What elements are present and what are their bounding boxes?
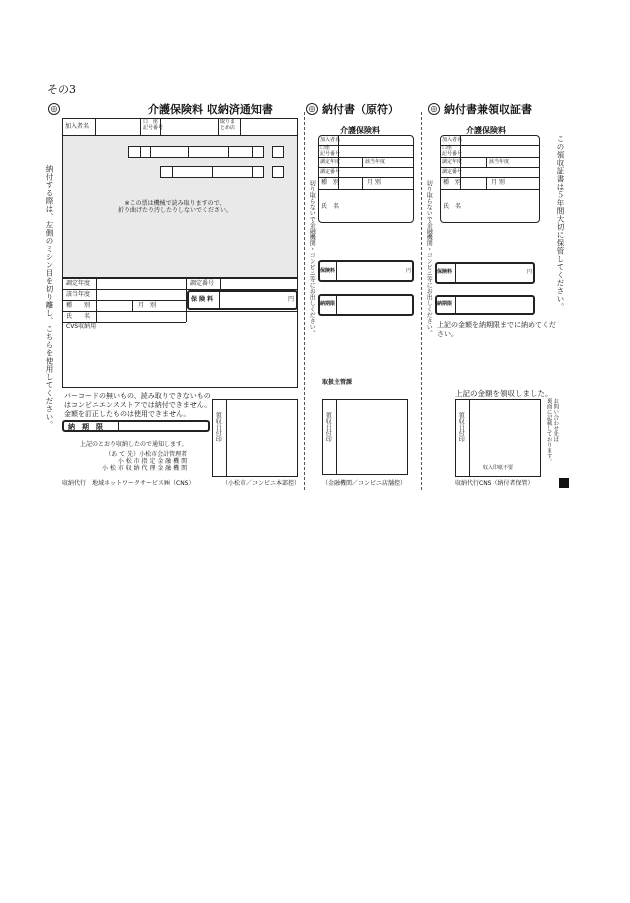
receipt-decision-no: 調定番号 xyxy=(442,169,463,175)
receipt-pay-note: 上記の金額を納期限までに納めてください。 xyxy=(437,321,556,338)
payment-sub: 介護保険料 xyxy=(340,126,380,135)
stamp-icon-2: ◎ xyxy=(306,103,318,115)
receipt-title: 納付書兼領収証書 xyxy=(444,103,532,116)
barcode-note: バーコードの無いもの、読み取りできないもの はコンビニエンスストアでは納付できません。 金額を訂正したものは使用できません。 xyxy=(64,392,212,418)
notice-stamp-label: 領収日付印 xyxy=(214,412,222,442)
notice-account-label: 口 座 記号番号 xyxy=(143,119,164,131)
received-text: 上記のとおり収納したので通知します。 xyxy=(80,441,188,448)
receipt-no-stamp: 収入印紙不要 xyxy=(483,465,514,471)
notice-applicable-year: 該当年度 xyxy=(66,291,91,298)
receipt-name: 氏 名 xyxy=(443,203,462,210)
receipt-cut-text: 切り取らないで金融機関・コンビニ等にお出しください。 xyxy=(425,180,433,336)
payment-yen: 円 xyxy=(406,268,412,274)
receipt-subscriber: 加入者名 xyxy=(442,137,463,143)
payment-cut-text: 切り取らないで金融機関・コンビニ等にお出しください。 xyxy=(308,180,316,336)
page-label: その3 xyxy=(47,83,76,96)
machine-read-note: ※この票は機械で読み取りますので、 折り曲げたり汚したりしないでください。 xyxy=(118,200,233,214)
receipt-yen: 円 xyxy=(527,269,533,275)
payment-applicable-year: 該当年度 xyxy=(365,159,386,165)
payment-month: 月 別 xyxy=(367,179,381,186)
payment-stamp-area xyxy=(322,399,408,475)
payment-deadline: 納期限 xyxy=(320,301,336,307)
notice-premium-label: 保 険 料 xyxy=(191,296,214,303)
receipt-inquiry: お問い合わせ先は 裏面に記載しております。 xyxy=(545,398,559,464)
payment-stamp-label: 領収日付印 xyxy=(324,412,332,442)
corner-marker xyxy=(559,478,569,488)
payment-type: 種 別 xyxy=(321,179,340,186)
notice-handling-label: 取りま とめ店 xyxy=(220,119,236,131)
notice-stamp-area xyxy=(212,399,298,477)
notice-gray-panel xyxy=(62,118,298,278)
ocr-field-2 xyxy=(272,146,284,158)
receipt-month: 月 別 xyxy=(491,179,505,186)
receipt-account: 口座 記号番号 xyxy=(442,145,463,157)
payment-decided-year: 調定年度 xyxy=(320,159,341,165)
payment-name: 氏 名 xyxy=(321,203,340,210)
payment-account: 口座 記号番号 xyxy=(320,145,341,157)
stamp-icon-3: ◎ xyxy=(428,103,440,115)
payment-handler: 取扱主管課 xyxy=(322,379,353,386)
notice-title: 介護保険料 収納済通知書 xyxy=(148,103,273,116)
receipt-stamp-label: 領収日付印 xyxy=(457,412,465,442)
notice-cvs: CVS収納用 xyxy=(66,323,97,330)
receipt-sub: 介護保険料 xyxy=(466,126,506,135)
addressee: （あ て 先）小松市会計管理者 小 松 市 指 定 金 融 機 関 小 松 市 収 納 代 理 金 融 機 関 xyxy=(102,451,188,472)
notice-type: 種 別 xyxy=(66,302,91,309)
payment-premium: 保険料 xyxy=(320,268,336,274)
notice-footer-right: （小松市／コンビニ本部控） xyxy=(222,480,301,487)
receipt-footer: 収納代行CNS（納付者保管） xyxy=(455,480,534,487)
ocr-field-1 xyxy=(128,146,264,158)
receipt-applicable-year: 該当年度 xyxy=(489,159,510,165)
payment-title: 納付書（原符） xyxy=(322,103,399,116)
receipt-type: 種 別 xyxy=(443,179,462,186)
notice-subscriber-label: 加入者名 xyxy=(65,123,90,130)
ocr-field-4 xyxy=(272,166,284,178)
receipt-received-note: 上記の金額を領収しました。 xyxy=(455,389,553,398)
notice-name: 氏 名 xyxy=(66,313,91,320)
notice-header-row xyxy=(62,118,298,136)
notice-month: 月 別 xyxy=(138,302,157,309)
stamp-icon-1: ◎ xyxy=(48,103,60,115)
notice-footer-left: 収納代行 地域ネットワークサービス㈱（CNS） xyxy=(62,480,195,487)
payment-decision-no: 調定番号 xyxy=(320,169,341,175)
payment-subscriber: 加入者名 xyxy=(320,137,341,143)
payment-footer: （金融機関／コンビニ店舗控） xyxy=(322,480,407,487)
deadline-label: 納 期 限 xyxy=(68,423,103,431)
receipt-deadline: 納期限 xyxy=(437,301,453,307)
receipt-right-side-text: この領収証書は５年間大切に保管してください。 xyxy=(556,135,565,311)
receipt-decided-year: 調定年度 xyxy=(442,159,463,165)
notice-decided-year: 調定年度 xyxy=(66,280,91,287)
receipt-premium: 保険料 xyxy=(437,269,453,275)
notice-yen: 円 xyxy=(288,296,295,303)
notice-decision-no: 調定番号 xyxy=(190,280,215,287)
notice-left-side-text: 納付する際は、左側のミシン目を切り離し、こちらを使用してください。 xyxy=(45,165,54,429)
